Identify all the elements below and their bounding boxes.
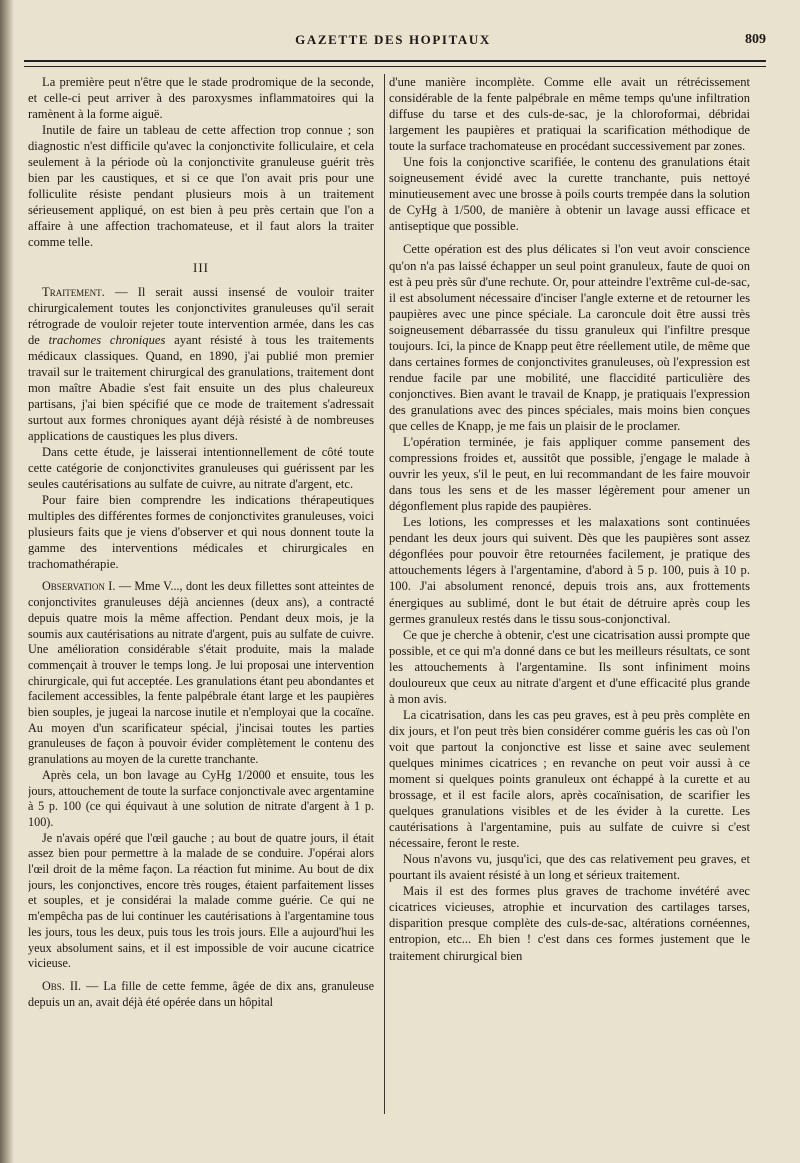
paragraph: d'une manière incomplète. Comme elle avait un rétrécissement considérable de la fente palpébrale en même temps qu'une infiltration diffuse du tarse et des culs-de-sac, je la chloroformai, débridai largement les paupières et pratiquai la scarification méthodique de toute la surface trachomateuse en procédant successivement par zones. [389,75,750,154]
journal-title: GAZETTE DES HOPITAUX [295,32,491,47]
page-header [20,28,766,54]
left-column [28,74,374,1114]
observation-1 [28,579,374,767]
observation-2 [28,979,374,1010]
section-heading: III [193,259,209,275]
right-column [389,74,750,1114]
header-rule-thin [24,66,766,67]
paragraph: Après cela, un bon lavage au CyHg 1/2000 et ensuite, tous les jours, attouchement de toute la surface conjonctivale avec argentamine à 5 p. 100 (ce qui équivaut à une solution de nitrate d'argent à 1 p. 100). [28,767,374,829]
paragraph: La cicatrisation, dans les cas peu graves, est à peu près complète en dix jours, et l'on peut très bien considérer comme guéris les cas où l'on voit que partout la conjonctive est lisse et saine avec seulement quelques minimes cicatrices ; en revanche on peut voir aussi à ce moment si quelques points granuleux ont échappé à la curette et au brossage, et il est facile alors, après cocaïnisation, de scarifier les quelques granulations visibles et de les évider à la curette. Les cautérisations à l'argentamine, puis au sulfate de cuivre si c'est nécessaire, feront le reste. [389,707,750,851]
paragraph: Cette opération est des plus délicates si l'on veut avoir conscience qu'on n'a pas laissé échapper un seul point granuleux, faute de quoi on est à peu près sûr d'une rechute. Or, pour atteindre l'extrême cul-de-sac, il est absolument nécessaire d'inciser l'angle externe et de retourner les paupières avec une pince spéciale. La caroncule doit être aussi très soigneusement débarrassée du tissu granuleux qui l'infiltre presque toujours. Ici, la pince de Knapp peut être réellement utile, de même que dans certaines formes de conjonctivites granuleuses, où l'expression est rendue facile par une mobilité, une flaccidité particulière des conjonctives. Bien avant le travail de Knapp, je pratiquais l'expression des granulations avec des pinces spéciales, mais moins bien conçues que celles de Knapp, je me fais un plaisir de le proclamer. [389,242,750,433]
header-rule-thick [24,60,766,62]
paragraph: L'opération terminée, je fais appliquer comme pansement des compressions froides et, aussitôt que possible, j'engage le malade à ouvrir les yeux, s'il le peut, en lui recommandant de les faire mouvoir dans tous les sens et de les masser légèrement pour amener un dégonflement plus rapide des paupières. [389,435,750,514]
paragraph: La première peut n'être que le stade prodromique de la seconde, et celle-ci peut arriver à des paroxysmes inflammatoires qui la ramènent à la forme aiguë. [28,75,374,122]
text-run: ayant résisté à tous les traitements médicaux classiques. Quand, en 1890, j'ai publié mon premier travail sur le traitement chirurgical des granulations, traitement dont mon maître Abadie s'est fait ensuite un des plus chaleureux partisans, j'ai bien spécifié que ce mode de traitement s'adressait surtout aux formes chroniques ayant déjà résisté à de nombreuses applications de caustiques les plus divers. [28,332,374,443]
text-run: — Il serait aussi insensé de vouloir traiter chirurgicalement toutes les conjonctivites granuleuses qu'il serait rétrograde de vouloir rejeter toute intervention armée, dans les cas de [28,284,374,347]
paragraph: Nous n'avons vu, jusqu'ici, que des cas relativement peu graves, et pourtant ils avaient résisté à un long et sérieux traitement. [389,852,750,883]
paragraph: Dans cette étude, je laisserai intentionnellement de côté toute cette catégorie de conjonctivites granuleuses qui guérissent par les seules cautérisations au sulfate de cuivre, au nitrate d'argent, etc. [28,445,374,492]
paragraph-traitement [28,284,374,444]
observation-heading: Obs. II. [42,978,82,993]
paragraph: Mais il est des formes plus graves de trachome invétéré avec cicatrices vicieuses, atrophie et incurvation des cartilages tarses, disparition presque complète des culs-de-sac, altérations cornéennes, entropion, etc... Eh bien ! c'est dans ces formes justement que le traitement chirurgical bien [389,884,750,963]
paragraph: Pour faire bien comprendre les indications thérapeutiques multiples des différentes formes de conjonctivites granuleuses, voici plusieurs faits que je viens d'observer et qui nous donnent toute la gamme des interventions médicales et chirurgicales en trachomathérapie. [28,493,374,572]
emphasis: trachomes chroniques [48,332,166,347]
observation-heading: Observation I. [42,579,116,594]
text-run: — Mme V..., dont les deux fillettes sont atteintes de conjonctivites granuleuses déjà anciennes (deux ans), a contracté depuis quatre mois la même affection. Pendant deux mois, je la soumis aux cautérisations au nitrate d'argent, puis au sulfate de cuivre. Une amélioration considérable s'était produite, mais la malade commençait à trouver le temps long. Je lui proposai une intervention chirurgicale, qui fut acceptée. Les granulations étant peu abondantes et facilement accessibles, la fente palpébrale étant large et les paupières bien souples, je jugeai la narcose inutile et n'employai que la cocaïne. Au moyen d'un scarificateur spécial, j'incisai toutes les parties granuleuses de façon à pouvoir évider complètement le contenu des granulations au moyen de la curette tranchante. [28,579,374,767]
page-binding-shadow [0,0,14,1163]
paragraph: Une fois la conjonctive scarifiée, le contenu des granulations était soigneusement évidé avec la curette tranchante, puis nettoyé minutieusement avec une brosse à poils courts trempée dans la solution de CyHg à 1/500, de manière à obtenir un lavage aussi efficace et antiseptique que possible. [389,155,750,234]
paragraph: Les lotions, les compresses et les malaxations sont continuées pendant les deux jours qui suivent. Dès que les paupières sont assez dégonflées pour pouvoir être retournées facilement, je pratique des attouchements légers à l'argentamine, d'abord à 5 p. 100, puis à 10 p. 100. J'ai absolument renoncé, depuis trois ans, aux frottements énergiques au sublimé, dont le but était de détruire après coup les germes granuleux restés dans le tissu sous-conjonctival. [389,515,750,626]
paragraph: Inutile de faire un tableau de cette affection trop connue ; son diagnostic n'est difficile qu'avec la conjonctivite folliculaire, et cela seulement à la période où la conjonctivite granuleuse guérit très bien par les caustiques, et si ce que l'on avait pris pour une folliculite résiste pendant plusieurs mois à un traitement sérieusement appliqué, on est bien à peu près certain que l'on a affaire à une affection trachomateuse, et il faut alors la traiter comme telle. [28,123,374,250]
text-run: — La fille de cette femme, âgée de dix ans, granuleuse depuis un an, avait déjà été opérée dans un hôpital [28,978,374,1009]
run-in-heading: Traitement. [42,284,105,299]
page-number: 809 [745,32,766,47]
paragraph: Je n'avais opéré que l'œil gauche ; au bout de quatre jours, il était assez bien pour permettre à la malade de se conduire. J'opérai alors l'œil droit de la même façon. La réaction fut minime. Au bout de dix jours, les conjonctives, encore très rouges, étaient parfaitement lisses et souples, et je considérai la malade comme guérie. Ce qui ne m'empêcha pas de lui continuer les cautérisations à l'argentamine tous les jours, tous les deux, puis tous les trois jours. Elle a aujourd'hui les yeux absolument sains, et il est impossible de voir aucune cicatrice vicieuse. [28,830,374,971]
column-divider [384,74,385,1114]
paragraph: Ce que je cherche à obtenir, c'est une cicatrisation aussi prompte que possible, et ce qui m'a donné dans ce but les meilleurs résultats, ce sont les attouchements à l'argentamine. Ils sont infiniment moins douloureux que ceux au nitrate d'argent et d'une efficacité plus grande à mon avis. [389,627,750,706]
